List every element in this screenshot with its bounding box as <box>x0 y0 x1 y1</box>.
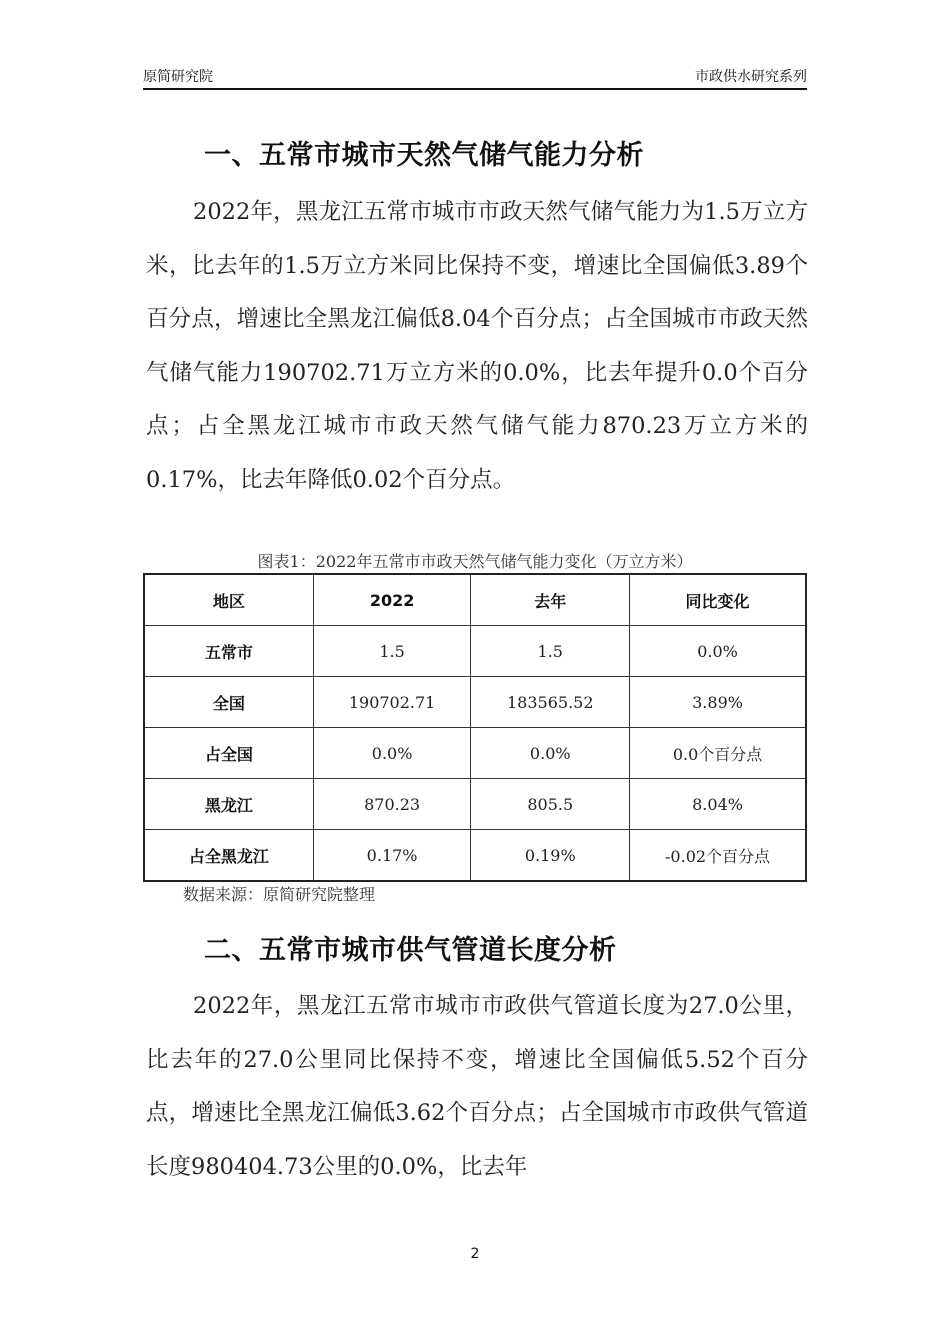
row-label: 占全国 <box>144 728 313 779</box>
table-cell: 183565.52 <box>471 677 630 728</box>
column-header: 2022 <box>313 574 471 626</box>
table-cell: 0.17% <box>313 830 471 882</box>
section-2-paragraph <box>146 980 808 1194</box>
section-1-paragraph-text: 2022年，黑龙江五常市城市市政天然气储气能力为1.5万立方米，比去年的1.5万立方米同比保持不变，增速比全国偏低3.89个百分点，增速比全黑龙江偏低8.04个百分点；占全国城市市政天然气储气能力190702.71万立方米的0.0%，比去年提升0.0个百分点；占全黑龙江城市市政天然气储气能力870.23万立方米的0.17%，比去年降低0.02个百分点。 <box>146 199 808 493</box>
table-cell: 8.04% <box>630 779 806 830</box>
table-row <box>144 728 806 779</box>
table-caption: 图表1：2022年五常市市政天然气储气能力变化（万立方米） <box>257 552 693 571</box>
table-cell: -0.02个百分点 <box>630 830 806 882</box>
section-2-paragraph-text: 2022年，黑龙江五常市城市市政供气管道长度为27.0公里，比去年的27.0公里同比保持不变，增速比全国偏低5.52个百分点，增速比全黑龙江偏低3.62个百分点；占全国城市市政供气管道长度980404.73公里的0.0%，比去年 <box>146 993 808 1180</box>
table-cell: 0.0% <box>630 626 806 677</box>
table-row <box>144 677 806 728</box>
row-label: 全国 <box>144 677 313 728</box>
page-number: 2 <box>470 1246 480 1262</box>
column-header: 地区 <box>144 574 313 626</box>
table-cell: 0.0个百分点 <box>630 728 806 779</box>
column-header: 去年 <box>471 574 630 626</box>
section-1-heading: 一、五常市城市天然气储气能力分析 <box>204 140 644 171</box>
header-org-name: 原简研究院 <box>143 69 213 85</box>
table-cell: 190702.71 <box>313 677 471 728</box>
page-header <box>143 66 807 88</box>
storage-capacity-table <box>143 573 807 882</box>
table-row <box>144 830 806 882</box>
row-label: 黑龙江 <box>144 779 313 830</box>
table-cell: 3.89% <box>630 677 806 728</box>
table-cell: 1.5 <box>471 626 630 677</box>
row-label: 占全黑龙江 <box>144 830 313 882</box>
table-cell: 805.5 <box>471 779 630 830</box>
table-source-note: 数据来源：原简研究院整理 <box>183 885 376 904</box>
table-cell: 0.19% <box>471 830 630 882</box>
header-divider <box>143 88 807 90</box>
table-cell: 0.0% <box>471 728 630 779</box>
table-row <box>144 626 806 677</box>
table-cell: 870.23 <box>313 779 471 830</box>
section-1-paragraph <box>146 186 808 507</box>
header-series-name: 市政供水研究系列 <box>695 69 807 85</box>
table-cell: 0.0% <box>313 728 471 779</box>
row-label: 五常市 <box>144 626 313 677</box>
section-2-heading: 二、五常市城市供气管道长度分析 <box>204 935 617 966</box>
table-cell: 1.5 <box>313 626 471 677</box>
column-header: 同比变化 <box>630 574 806 626</box>
table-row <box>144 779 806 830</box>
table-header-row <box>144 574 806 626</box>
